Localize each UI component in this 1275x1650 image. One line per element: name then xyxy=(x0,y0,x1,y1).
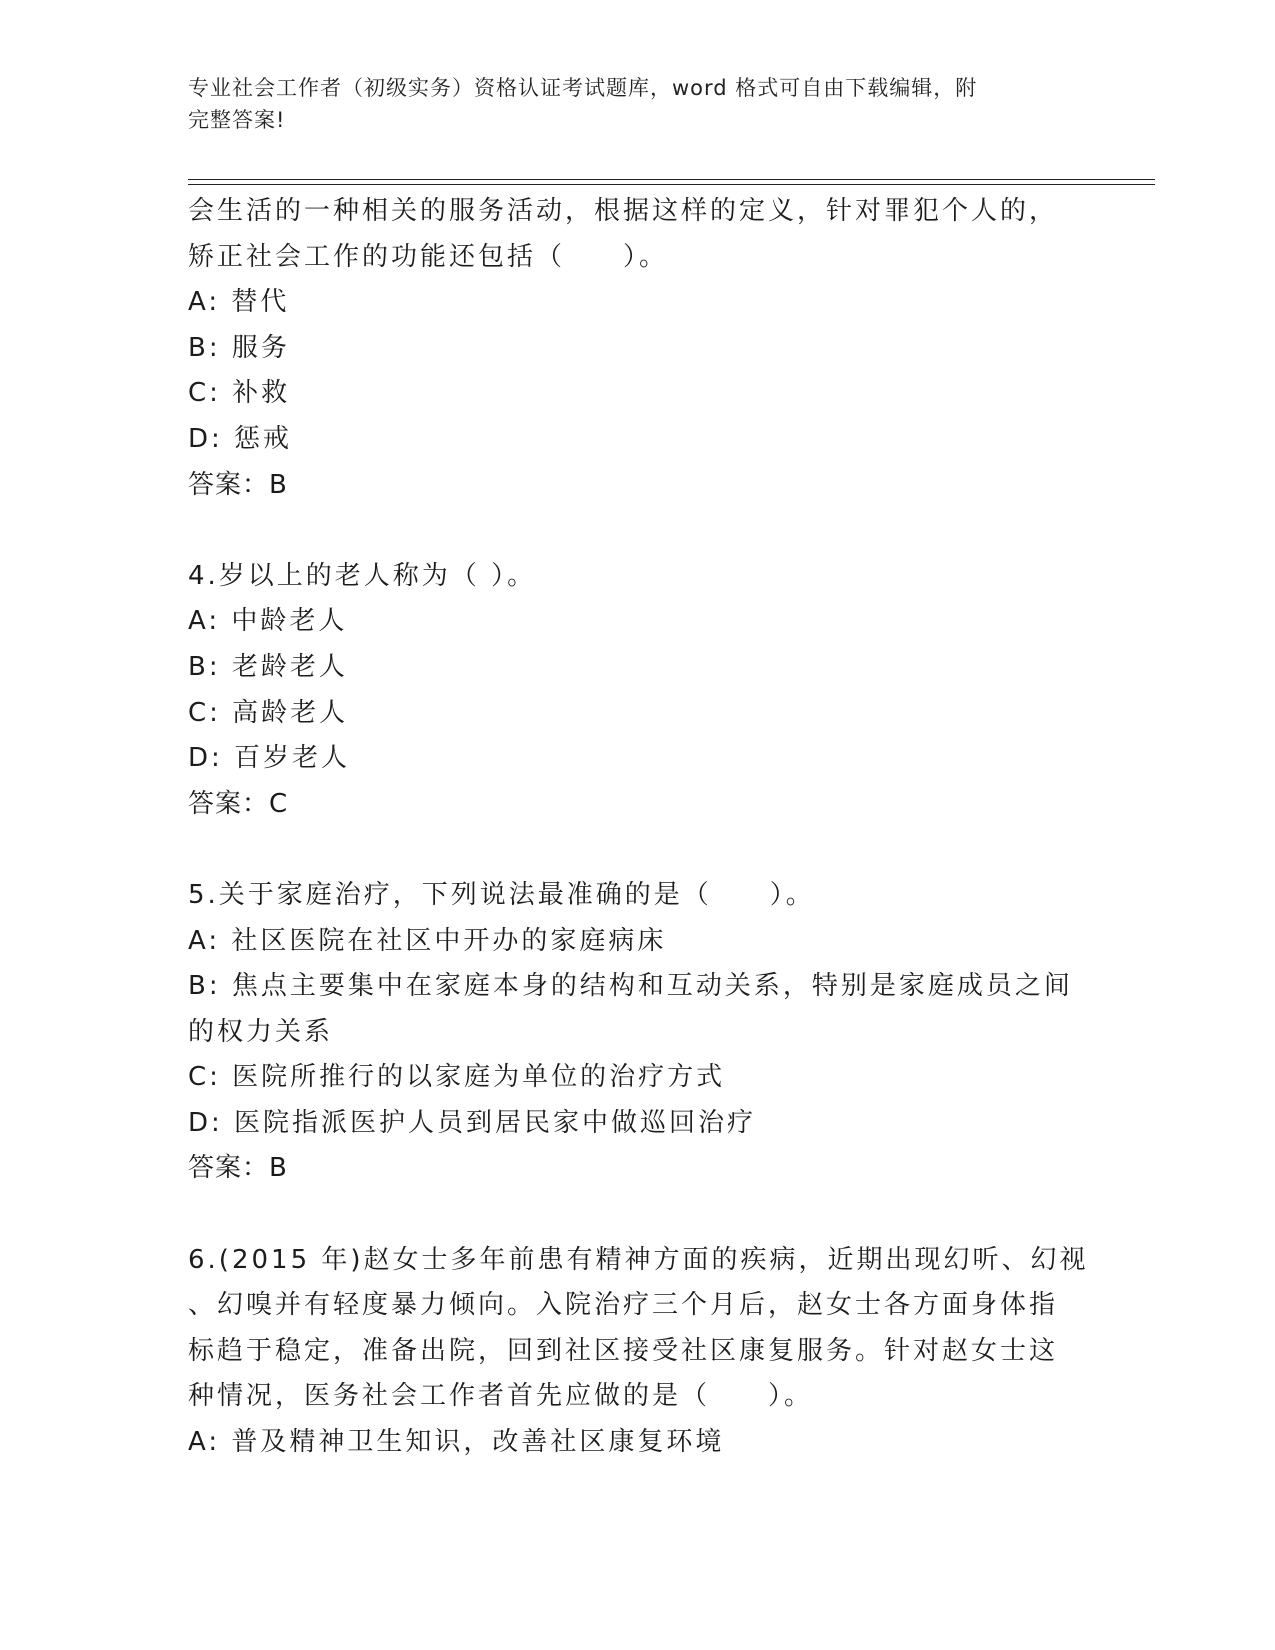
spacer xyxy=(188,827,1108,873)
question-stem: 6.(2015 年)赵女士多年前患有精神方面的疾病，近期出现幻听、幻视 xyxy=(188,1244,1089,1275)
question-5 xyxy=(188,873,1108,1192)
option-a: A: 替代 xyxy=(188,287,290,318)
spacer xyxy=(188,508,1108,554)
option-a: A: 中龄老人 xyxy=(188,606,348,637)
header-rule-top xyxy=(188,179,1155,180)
option-b-continued: 的权力关系 xyxy=(188,1016,334,1047)
question-list xyxy=(188,189,1108,1466)
question-4 xyxy=(188,554,1108,828)
answer-line: 答案：B xyxy=(188,1153,288,1184)
option-b: B: 老龄老人 xyxy=(188,651,348,682)
page-header xyxy=(188,72,1088,136)
header-line-1: 专业社会工作者（初级实务）资格认证考试题库，word 格式可自由下载编辑，附 xyxy=(188,76,978,100)
question-stem: 、幻嗅并有轻度暴力倾向。入院治疗三个月后，赵女士各方面身体指 xyxy=(188,1290,1059,1321)
option-a: A: 社区医院在社区中开办的家庭病床 xyxy=(188,925,667,956)
option-d: D: 百岁老人 xyxy=(188,743,351,774)
question-stem: 5.关于家庭治疗，下列说法最准确的是（ ）。 xyxy=(188,879,815,910)
option-b: B: 焦点主要集中在家庭本身的结构和互动关系，特别是家庭成员之间 xyxy=(188,971,1073,1002)
answer-line: 答案：B xyxy=(188,469,288,500)
header-line-2: 完整答案! xyxy=(188,108,286,132)
option-c: C: 高龄老人 xyxy=(188,697,349,728)
question-3 xyxy=(188,189,1108,508)
option-d: D: 医院指派医护人员到居民家中做巡回治疗 xyxy=(188,1107,757,1138)
answer-line: 答案：C xyxy=(188,788,289,819)
option-b: B: 服务 xyxy=(188,332,290,363)
question-stem: 种情况，医务社会工作者首先应做的是（ ）。 xyxy=(188,1381,814,1412)
question-stem: 矫正社会工作的功能还包括（ ）。 xyxy=(188,241,669,272)
option-c: C: 补救 xyxy=(188,378,291,409)
header-rule-bottom xyxy=(188,184,1155,185)
question-stem: 标趋于稳定，准备出院，回到社区接受社区康复服务。针对赵女士这 xyxy=(188,1335,1059,1366)
spacer xyxy=(188,1192,1108,1238)
question-stem: 会生活的一种相关的服务活动，根据这样的定义，针对罪犯个人的， xyxy=(188,196,1059,226)
option-c: C: 医院所推行的以家庭为单位的治疗方式 xyxy=(188,1062,726,1093)
option-a: A: 普及精神卫生知识，改善社区康复环境 xyxy=(188,1427,725,1458)
option-d: D: 惩戒 xyxy=(188,423,293,454)
question-6 xyxy=(188,1238,1108,1466)
question-stem: 4.岁以上的老人称为（ ）。 xyxy=(188,560,537,591)
